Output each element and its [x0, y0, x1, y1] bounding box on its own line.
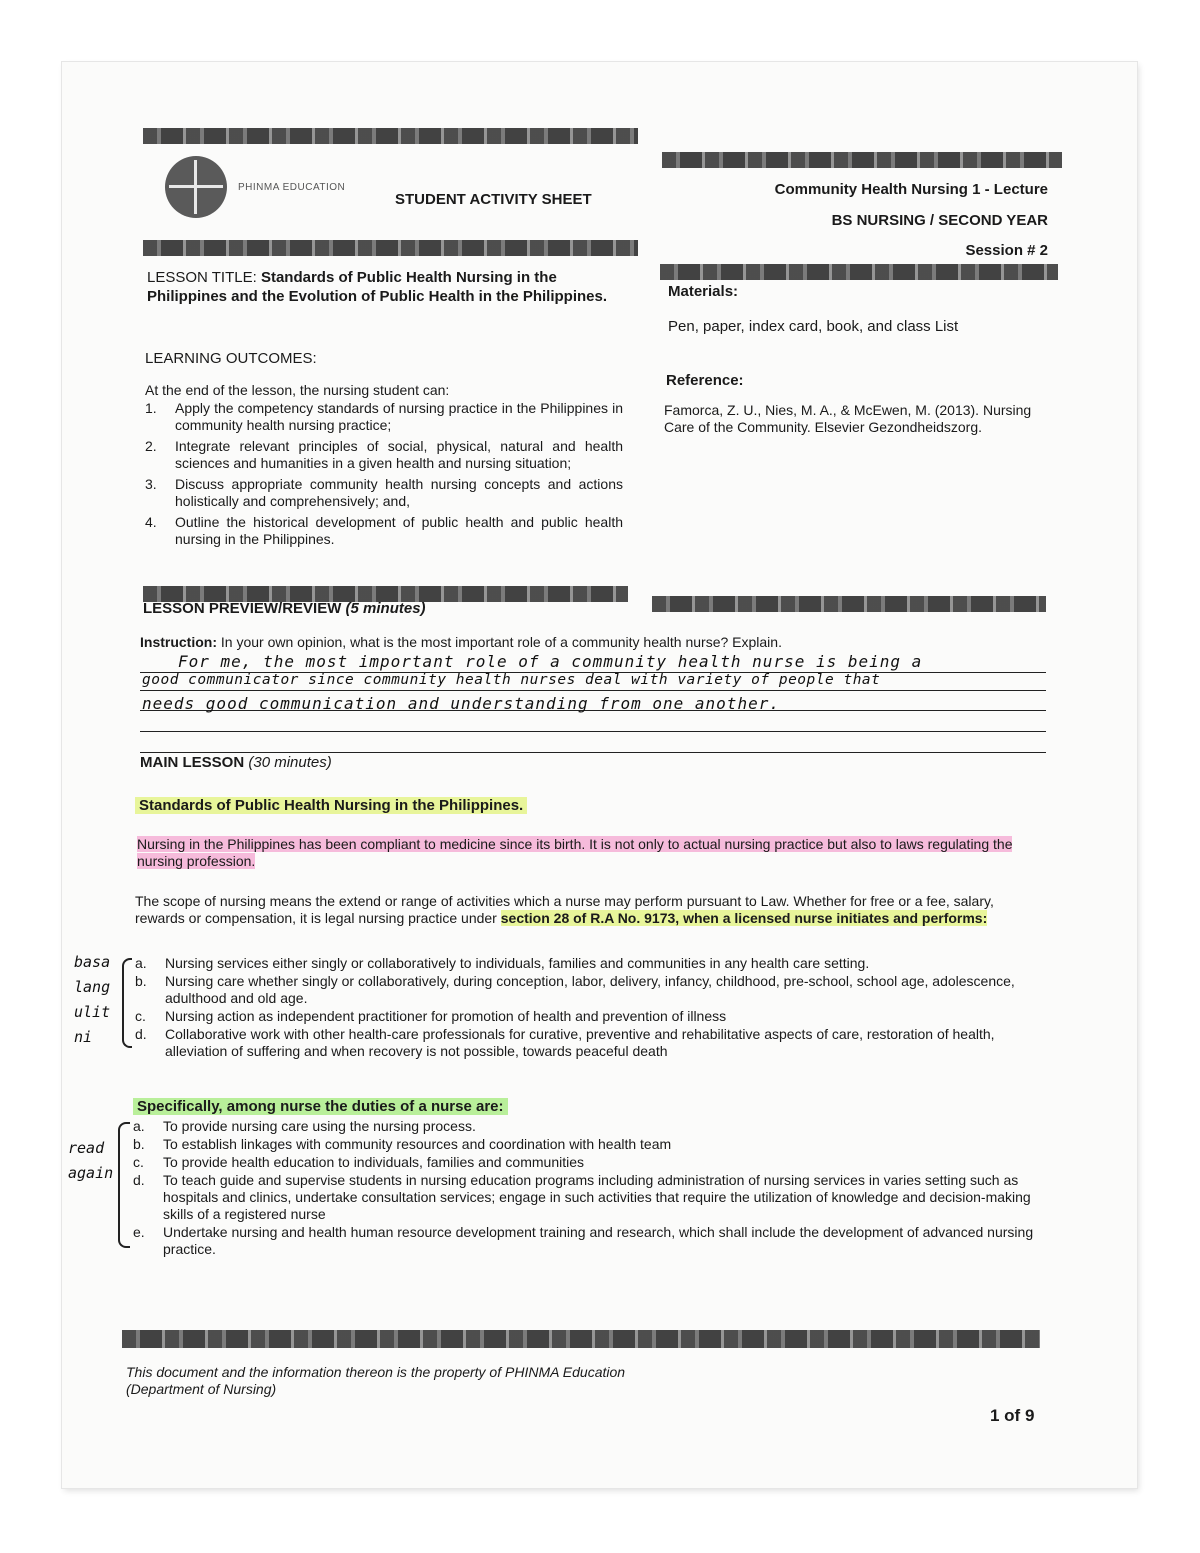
instruction-label: Instruction: [140, 634, 217, 650]
course-title: Community Health Nursing 1 - Lecture [774, 181, 1048, 198]
handwritten-answer-line-3: needs good communication and understanding from one another. [142, 694, 780, 713]
session-number: Session # 2 [965, 242, 1048, 259]
duties-list [133, 1118, 1048, 1259]
instruction-text: In your own opinion, what is the most important role of a community health nurse? Explain. [220, 634, 782, 650]
handwritten-answer-line-2: good communicator since community health nurses deal with variety of people that [142, 672, 881, 688]
preview-label: LESSON PREVIEW/REVIEW (5 minutes) [143, 600, 426, 617]
outcomes-list [145, 400, 623, 552]
phinma-logo-icon [165, 156, 227, 218]
duty-item: e. Undertake nursing and health human resource development training and research, which shall include the development of advanced nursing practice. [133, 1224, 1034, 1257]
section-bar-right [660, 264, 1058, 280]
outcome-item: 3. Discuss appropriate community health nursing concepts and actions holistically and comprehensively; and, [145, 476, 623, 509]
outcome-item: 2. Integrate relevant principles of social, physical, natural and health sciences and humanities in a given health and nursing situation; [145, 438, 623, 471]
scope-paragraph: The scope of nursing means the extend or range of activities which a nurse may perform pursuant to Law. Whether for free or a fee, salary, rewards or compensation, it is legal nursing practice under section 28 of R.A No. 9173, when a licensed nurse initiates and performs: [135, 893, 994, 926]
nursing-compliance-text: Nursing in the Philippines has been compliant to medicine since its birth. It is not only to actual nursing practice but also to laws regulating the nursing profession. [137, 836, 1013, 869]
lesson-title-label: LESSON TITLE: [147, 269, 257, 286]
handwritten-answer-line-1: For me, the most important role of a community health nurse is being a [178, 652, 923, 671]
instruction [140, 634, 1040, 651]
standards-heading: Standards of Public Health Nursing in the Philippines. [135, 797, 527, 814]
handwritten-brace-1 [122, 958, 132, 1048]
handwritten-brace-2 [118, 1122, 130, 1248]
answer-line-2 [140, 690, 1046, 691]
materials-text: Pen, paper, index card, book, and class List [668, 318, 959, 335]
duty-item: c. To provide health education to individuals, families and communities [133, 1154, 585, 1170]
lesson-title [147, 268, 625, 306]
margin-note-2: read again [68, 1139, 114, 1182]
logo-text: PHINMA EDUCATION [238, 182, 346, 193]
section-bar-left [143, 240, 638, 256]
answer-line-5 [140, 752, 1046, 753]
header-bar-right [662, 152, 1062, 168]
margin-note-1: basa lang ulit ni [74, 953, 111, 1046]
header-bar-left [143, 128, 638, 144]
scope-item: d. Collaborative work with other health-care professionals for curative, preventive and rehabilitative aspects of care, restoration of health, alleviation of suffering and when recovery is not possible, towards peaceful death [135, 1026, 995, 1059]
materials-label: Materials: [668, 283, 739, 300]
reference-label: Reference: [666, 372, 744, 389]
main-lesson-label: MAIN LESSON (30 minutes) [140, 754, 332, 771]
footer-text: This document and the information thereon is the property of PHINMA Education (Department of Nursing) [126, 1364, 626, 1397]
duties-heading: Specifically, among nurse the duties of a nurse are: [133, 1098, 508, 1115]
scope-item: a. Nursing services either singly or collaboratively to individuals, families and communities in any health care setting. [135, 955, 870, 971]
scope-item: b. Nursing care whether singly or collaboratively, during conception, labor, delivery, infancy, childhood, pre-school, school age, adolescence, adulthood and old age. [135, 973, 1015, 1006]
outcomes-intro: At the end of the lesson, the nursing student can: [145, 382, 450, 398]
program-year: BS NURSING / SECOND YEAR [831, 212, 1048, 229]
duty-item: a. To provide nursing care using the nursing process. [133, 1118, 476, 1134]
scope-list [135, 955, 1025, 1061]
sheet-title: STUDENT ACTIVITY SHEET [395, 191, 592, 208]
reference-text: Famorca, Z. U., Nies, M. A., & McEwen, M. (2013). Nursing Care of the Community. Elsevier Gezondheidszorg. [664, 402, 1032, 435]
scope-item: c. Nursing action as independent practitioner for promotion of health and prevention of illness [135, 1008, 727, 1024]
outcome-item: 1. Apply the competency standards of nursing practice in the Philippines in community health nursing practice; [145, 400, 623, 433]
outcomes-label: LEARNING OUTCOMES: [145, 350, 317, 367]
page-number: 1 of 9 [990, 1406, 1035, 1425]
outcome-item: 4. Outline the historical development of public health and public health nursing in the Philippines. [145, 514, 623, 547]
duty-item: b. To establish linkages with community resources and coordination with health team [133, 1136, 672, 1152]
preview-bar-right [652, 596, 1046, 612]
lesson-title-text: Standards of Public Health Nursing in the Philippines and the Evolution of Public Health in the Philippines. [147, 269, 608, 305]
footer-bar [122, 1330, 1040, 1348]
answer-line-4 [140, 731, 1046, 732]
duty-item: d. To teach guide and supervise students in nursing education programs including administration of nursing services in varies setting such as hospitals and clinics, undertake consultation services; engage in such activities that require the utilization of knowledge and decision-making skills of a registered nurse [133, 1172, 1031, 1222]
